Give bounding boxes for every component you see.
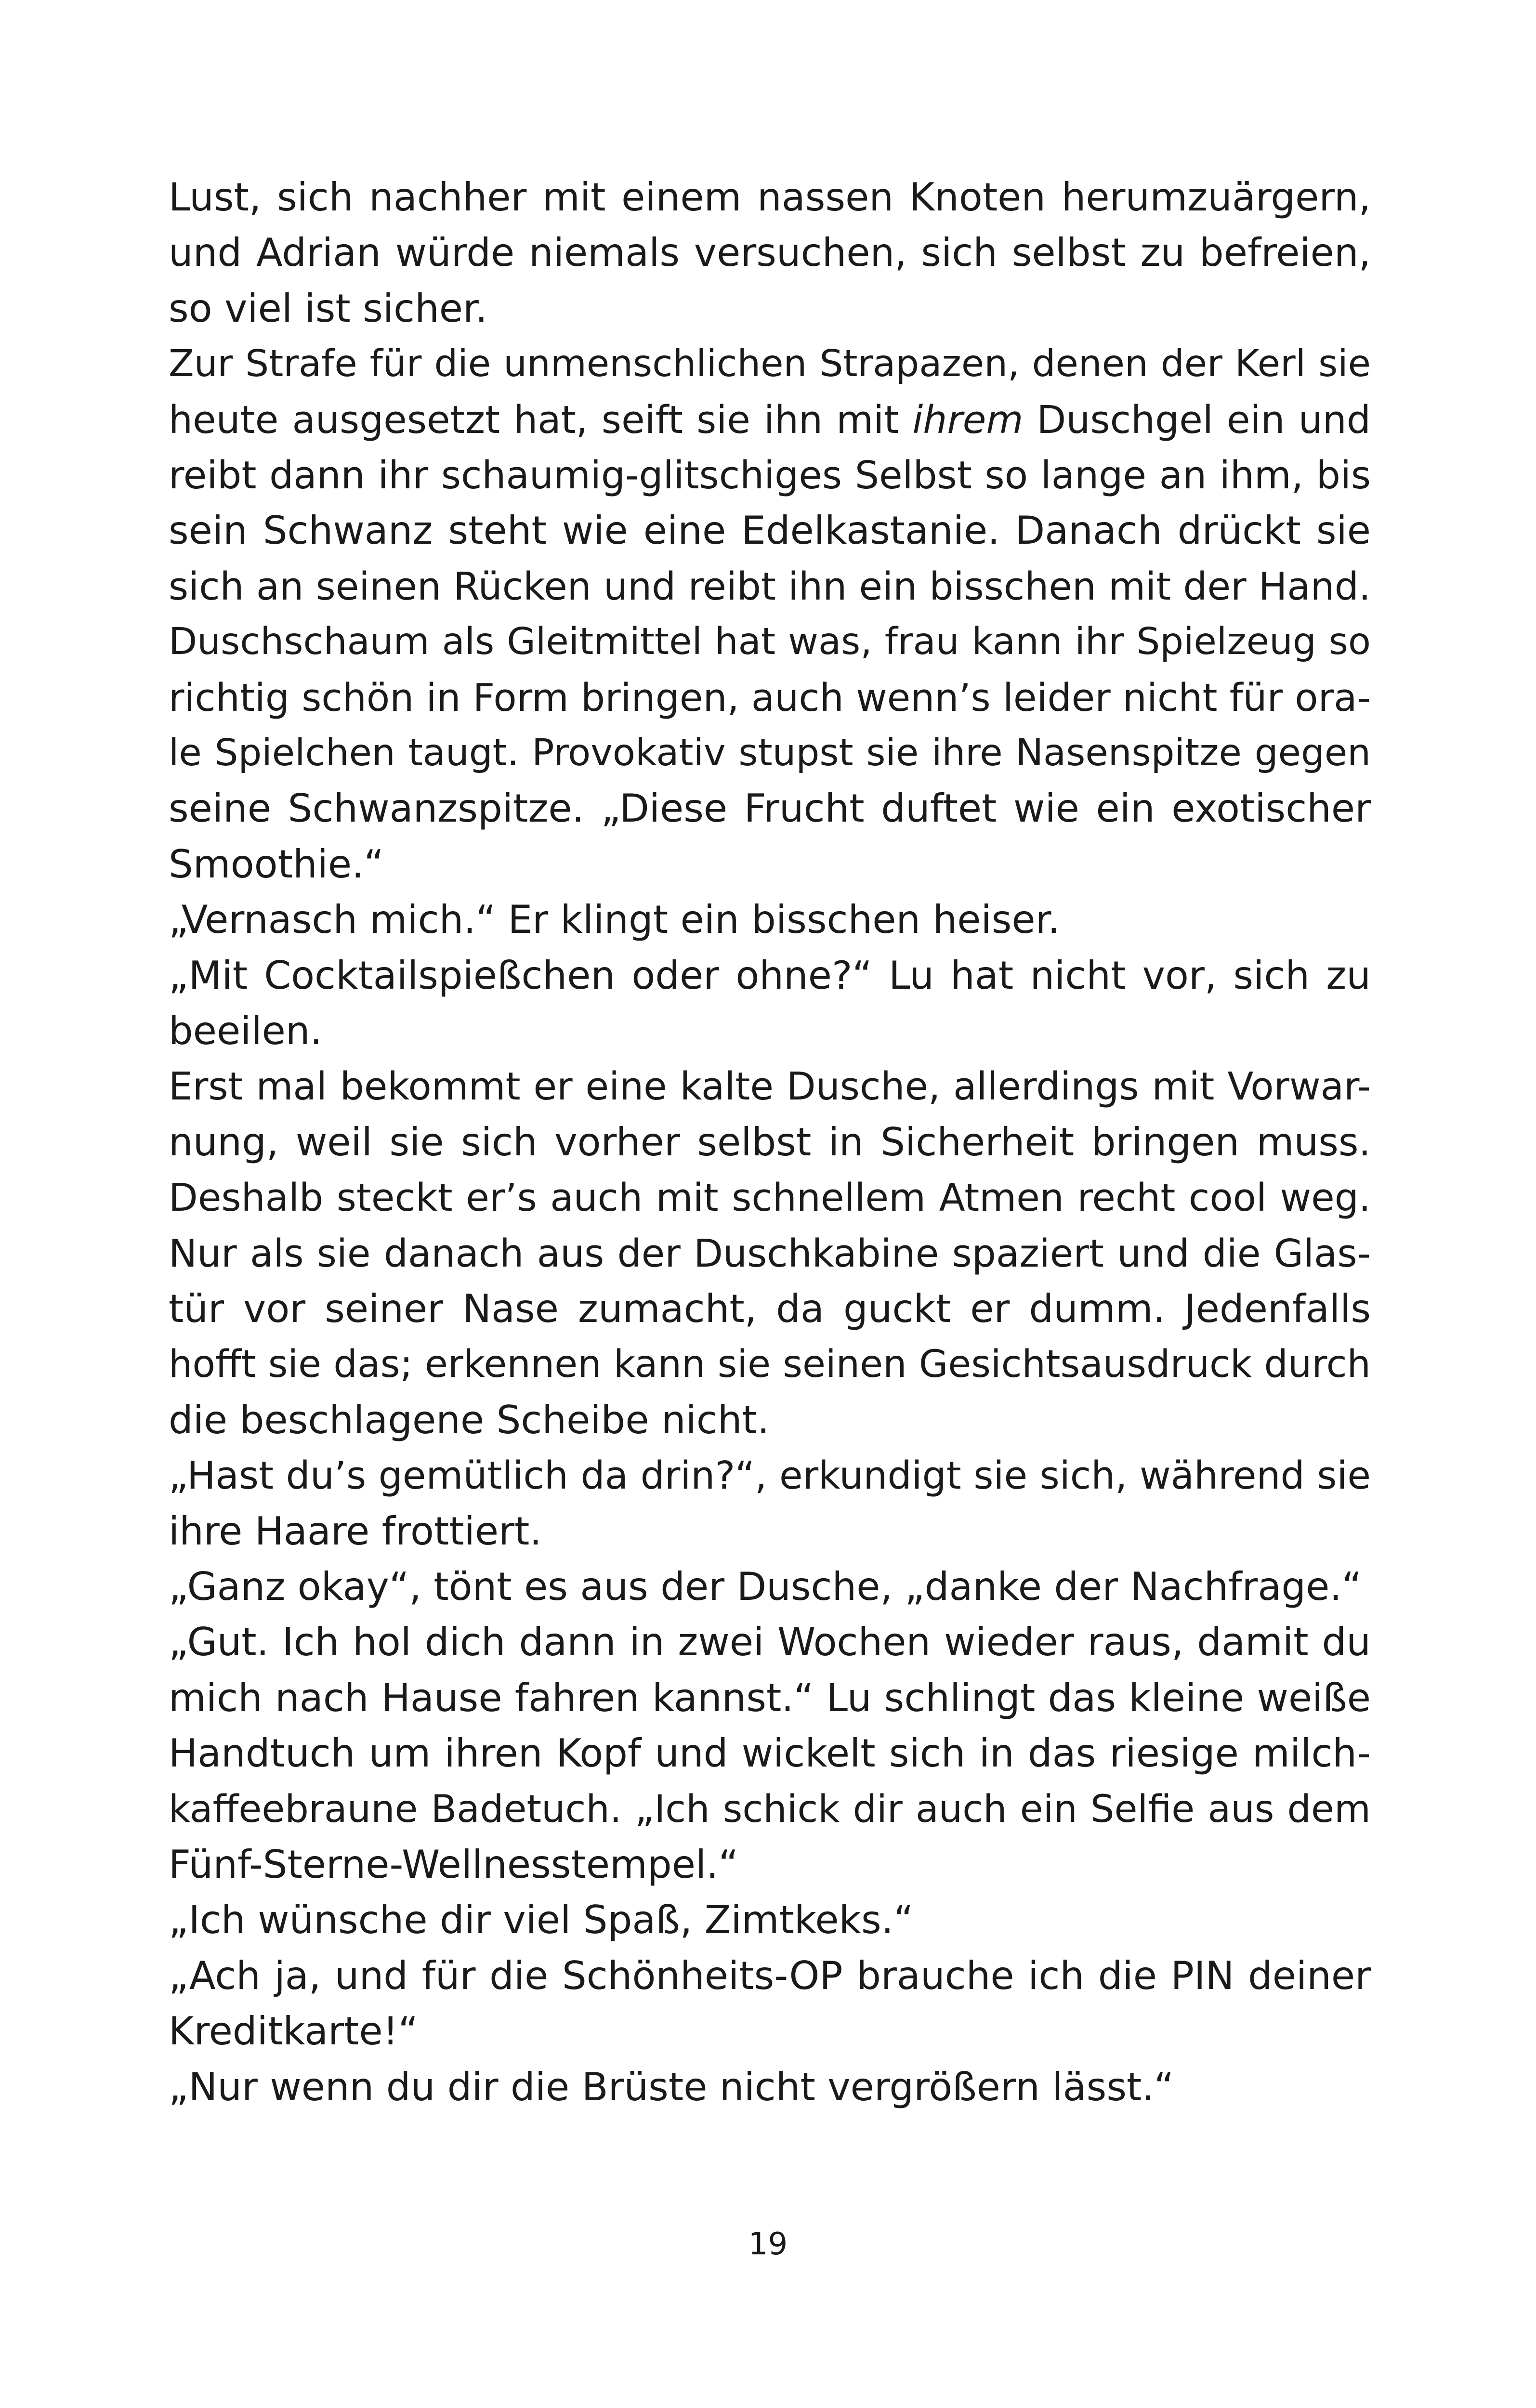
text-line: mich nach Hause fahren kannst.“ Lu schlingt das kleine weiße [169, 1675, 1371, 1720]
text-line: Kreditkarte!“ [169, 2009, 419, 2054]
text-line: Deshalb steckt er’s auch mit schnellem Atmen recht cool weg. [169, 1176, 1371, 1220]
text-line: Smoothie.“ [169, 841, 384, 887]
text-line: „Mit Cocktailspießchen oder ohne?“ Lu hat nicht vor, sich zu [169, 953, 1371, 998]
text-line: und Adrian würde niemals versuchen, sich selbst zu befreien, [169, 230, 1371, 275]
text-line: sein Schwanz steht wie eine Edelkastanie. Danach drückt sie [169, 508, 1371, 553]
text-line: Duschschaum als Gleitmittel hat was, frau kann ihr Spielzeug so [169, 620, 1371, 664]
text-line: „Vernasch mich.“ Er klingt ein bisschen heiser. [169, 897, 1060, 942]
text-line: „Nur wenn du dir die Brüste nicht vergrößern lässt.“ [169, 2064, 1174, 2109]
text-line: „Ich wünsche dir viel Spaß, Zimtkeks.“ [169, 1898, 914, 1943]
text-line: ihre Haare frottiert. [169, 1508, 542, 1554]
text-line: reibt dann ihr schaumig-glitschiges Selbst so lange an ihm, bis [169, 453, 1371, 497]
text-line: nung, weil sie sich vorher selbst in Sicherheit bringen muss. [169, 1119, 1371, 1165]
page-number: 19 [748, 2226, 788, 2262]
text-line: Erst mal bekommt er eine kalte Dusche, allerdings mit Vorwar- [169, 1064, 1371, 1109]
emphasized-word: ihrem [912, 397, 1024, 442]
text-line: „Gut. Ich hol dich dann in zwei Wochen wieder raus, damit du [169, 1620, 1371, 1665]
text-line: le Spielchen taugt. Provokativ stupst sie ihre Nasenspitze gegen [169, 732, 1371, 774]
text-line: „Ganz okay“, tönt es aus der Dusche, „danke der Nachfrage.“ [169, 1564, 1362, 1609]
text-line: so viel ist sicher. [169, 286, 487, 331]
text-line: „Ach ja, und für die Schönheits-OP brauche ich die PIN deiner [169, 1953, 1371, 1998]
text-line: kaffeebraune Badetuch. „Ich schick dir auch ein Selfie aus dem [169, 1787, 1371, 1831]
text-line: richtig schön in Form bringen, auch wenn’s leider nicht für ora- [169, 675, 1371, 720]
text-line: Zur Strafe für die unmenschlichen Strapazen, denen der Kerl sie [169, 342, 1371, 386]
text-line: beeilen. [169, 1008, 323, 1053]
text-line: seine Schwanzspitze. „Diese Frucht duftet wie ein exotischer [169, 786, 1371, 831]
text-line: die beschlagene Scheibe nicht. [169, 1397, 770, 1442]
text-line: sich an seinen Rücken und reibt ihn ein bisschen mit der Hand. [169, 564, 1371, 609]
text-line: Lust, sich nachher mit einem nassen Knoten herumzuärgern, [169, 175, 1371, 220]
text-line: „Hast du’s gemütlich da drin?“, erkundigt sie sich, während sie [169, 1453, 1371, 1498]
text-line: heute ausgesetzt hat, seift sie ihn mit ihrem Duschgel ein und [169, 397, 1371, 442]
text-line: Fünf-Sterne-Wellnesstempel.“ [169, 1842, 739, 1887]
text-line: hofft sie das; erkennen kann sie seinen Gesichtsausdruck durch [169, 1343, 1371, 1387]
text-line: Nur als sie danach aus der Duschkabine spaziert und die Glas- [169, 1231, 1371, 1276]
text-line: tür vor seiner Nase zumacht, da guckt er dumm. Jedenfalls [169, 1286, 1371, 1331]
text-line: Handtuch um ihren Kopf und wickelt sich in das riesige milch- [169, 1731, 1371, 1776]
